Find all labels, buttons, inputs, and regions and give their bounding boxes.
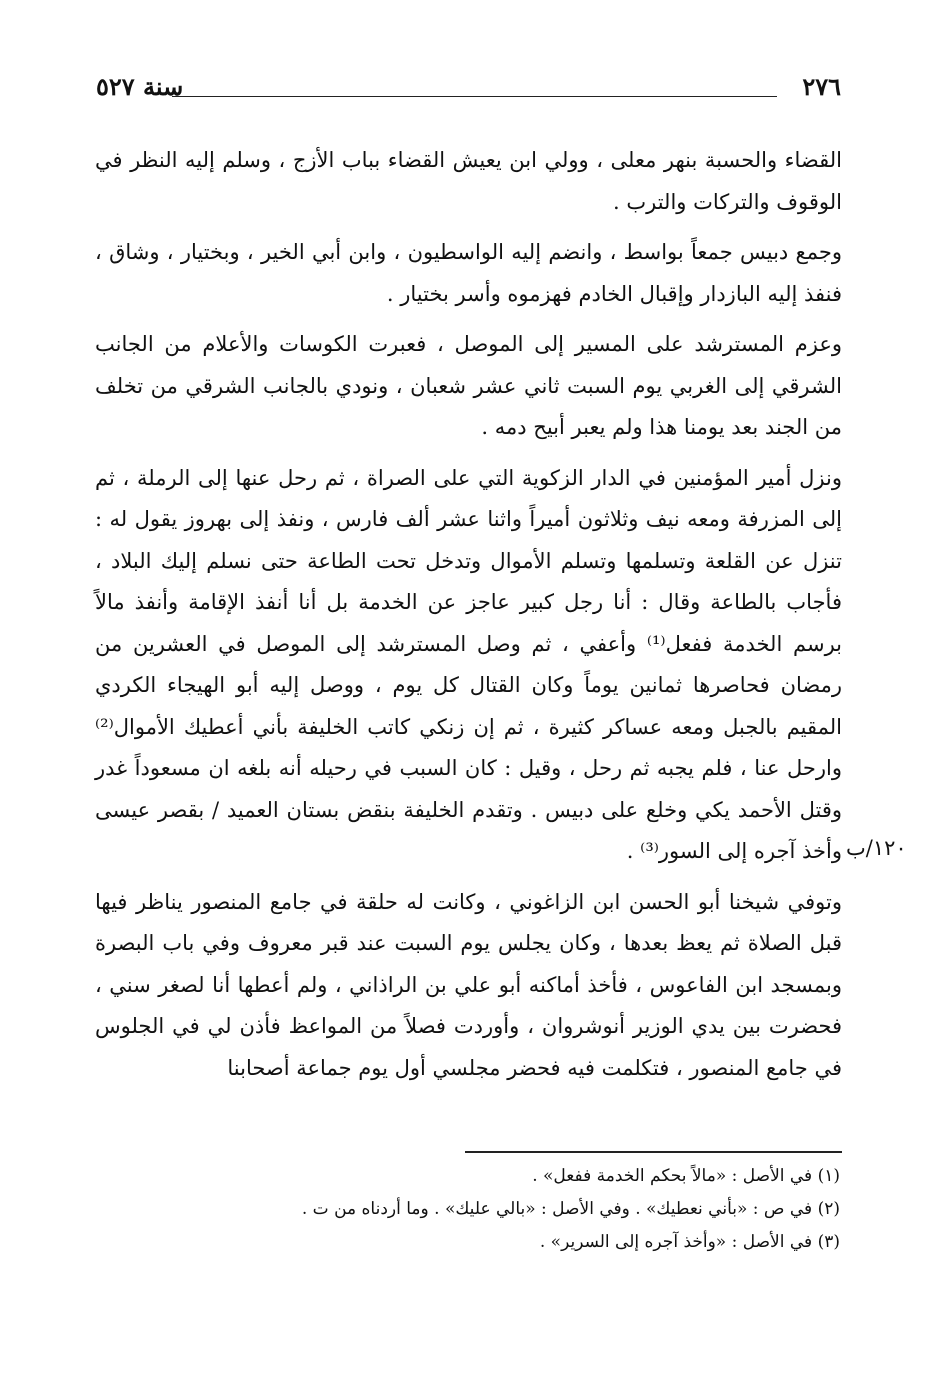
paragraph: ونزل أمير المؤمنين في الدار الزكوية التي على الصراة ، ثم رحل عنها إلى الرملة ، ثم إلى المزرفة ومعه نيف وثلاثون أميراً واثنا عشر ألف فارس ، ونفذ إلى بهروز يقول له : تنزل عن القلعة وتسلمها وتسلم الأموال وتدخل تحت الطاعة حتى نسلم إليك البلاد ، فأجاب بالطاعة وقال : أنا رجل كبير عاجز عن الخدمة بل أنا أنفذ الإقامة وأنفذ مالاً برسم الخدمة ففعل⁽¹⁾ وأعفي ، ثم وصل المسترشد إلى الموصل في العشرين من رمضان فحاصرها ثمانين يوماً وكان القتال كل يوم ، ووصل إليه أبو الهيجاء الكردي المقيم بالجبل ومعه عساكر كثيرة ، ثم إن زنكي كاتب الخليفة بأني أعطيك الأموال⁽²⁾ وارحل عنا ، فلم يجبه ثم رحل ، وقيل : كان السبب في رحيله أنه بلغه ان مسعوداً غدر وقتل الأحمد يكي وخلع على دبيس . وتقدم الخليفة بنقض بستان العميد / بقصر عيسى وأخذ آجره إلى السور⁽³⁾ . bbox=[95, 465, 842, 863]
paragraph: القضاء والحسبة بنهر معلى ، وولي ابن يعيش القضاء بباب الأزج ، وسلم إليه النظر في الوقوف والتركات والترب . bbox=[95, 148, 842, 214]
footnote: (٣) في الأصل : «وأخذ آجره إلى السرير» . bbox=[539, 1232, 840, 1252]
manuscript-folio-note: ١٢٠/ب bbox=[846, 836, 907, 860]
paragraph: وجمع دبيس جمعاً بواسط ، وانضم إليه الواسطيون ، وابن أبي الخير ، وبختيار ، وشاق ، فنفذ إليه البازدار وإقبال الخادم فهزموه وأسر بختيار . bbox=[95, 240, 842, 306]
paragraph: وعزم المسترشد على المسير إلى الموصل ، فعبرت الكوسات والأعلام من الجانب الشرقي إلى الغربي يوم السبت ثاني عشر شعبان ، ونودي بالجانب الشرقي من تخلف من الجند بعد يومنا هذا ولم يعبر أبيح دمه . bbox=[95, 332, 842, 439]
paragraph: وتوفي شيخنا أبو الحسن ابن الزاغوني ، وكانت له حلقة في جامع المنصور يناظر فيها قبل الصلاة ثم يعظ بعدها ، وكان يجلس يوم السبت عند قبر معروف وفي باب البصرة وبمسجد ابن الفاعوس ، فأخذ أماكنه أبو علي بن الراذاني ، ولم أعطها أنا لصغر سني ، فحضرت بين يدي الوزير أنوشروان ، وأوردت فصلاً من المواعظ فأذن لي في الجلوس في جامع المنصور ، فتكلمت فيه فحضر مجلسي أول يوم جماعة أصحابنا bbox=[95, 889, 842, 1080]
page-header bbox=[96, 68, 841, 108]
running-head-year: سنة ٥٢٧ bbox=[96, 72, 184, 101]
footnotes bbox=[200, 1160, 840, 1259]
header-rule bbox=[172, 96, 777, 97]
footnote: (١) في الأصل : «مالاً بحكم الخدمة ففعل» . bbox=[532, 1166, 840, 1186]
footnote: (٢) في ص : «بأني نعطيك» . وفي الأصل : «بالي عليك» . وما أردناه من ت . bbox=[301, 1199, 840, 1219]
main-text bbox=[95, 140, 842, 1098]
footnote-rule bbox=[465, 1151, 842, 1153]
page-number: ٢٧٦ bbox=[802, 72, 841, 101]
